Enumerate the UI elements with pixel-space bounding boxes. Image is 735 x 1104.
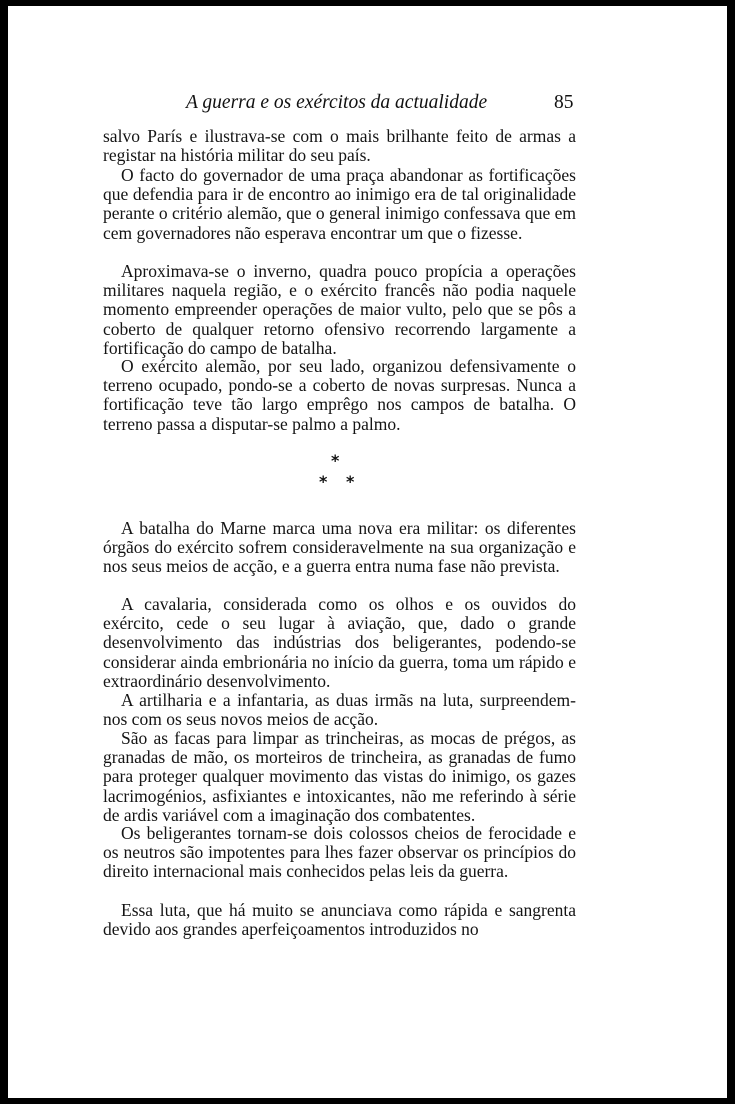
paragraph: O facto do governador de uma praça abandonar as fortificações que defendia para ir de encontro ao inimigo era de tal originalidade perante o critério alemão, que o general inimigo confessava que em cem governadores não esperava encontrar um que o fizesse. — [103, 165, 576, 243]
page-header — [8, 92, 727, 118]
book-page — [8, 6, 727, 1098]
paragraph: O exército alemão, por seu lado, organizou defensivamente o terreno ocupado, pondo-se a coberto de novas surpresas. Nunca a fortificação teve tão largo emprêgo nos campos de batalha. O terreno passa a disputar-se palmo a palmo. — [103, 356, 576, 434]
asterism-star: * — [331, 451, 340, 470]
paragraph: Aproximava-se o inverno, quadra pouco propícia a operações militares naquela região, e o exército francês não podia naquele momento empreender operações de maior vulto, pelo que se pôs a coberto de qualquer retorno ofensivo recorrendo largamente a fortificação do campo de batalha. — [103, 261, 576, 358]
asterism-star: * — [319, 472, 328, 491]
paragraph: Os beligerantes tornam-se dois colossos cheios de ferocidade e os neutros são impotentes para lhes fazer observar os princípios do direito internacional mais conhecidos pelas leis da guerra. — [103, 823, 576, 882]
paragraph-continuation: salvo París e ilustrava-se com o mais brilhante feito de armas a registar na história militar do seu país. — [103, 126, 576, 166]
page-number: 85 — [554, 92, 574, 113]
paragraph: A artilharia e a infantaria, as duas irmãs na luta, surpreendem-nos com os seus novos meios de acção. — [103, 690, 576, 730]
running-title: A guerra e os exércitos da actualidade — [186, 92, 488, 113]
paragraph: A cavalaria, considerada como os olhos e os ouvidos do exército, cede o seu lugar à aviação, que, dado o grande desenvolvimento das indústrias dos beligerantes, podendo-se considerar ainda embrionária no início da guerra, toma um rápido e extraordinário desenvolvimento. — [103, 594, 576, 691]
asterism-star: * — [346, 472, 355, 491]
paragraph: A batalha do Marne marca uma nova era militar: os diferentes órgãos do exército sofrem consideravelmente na sua organização e nos seus meios de acção, e a guerra entra numa fase não prevista. — [103, 518, 576, 577]
section-break-asterism — [308, 453, 368, 503]
paragraph: São as facas para limpar as trincheiras, as mocas de prégos, as granadas de mão, os morteiros de trincheira, as granadas de fumo para proteger qualquer movimento das vistas do inimigo, os gazes lacrimogénios, asfixiantes e intoxicantes, não me referindo à série de ardis variável com a imaginação dos combatentes. — [103, 728, 576, 825]
paragraph: Essa luta, que há muito se anunciava como rápida e sangrenta devido aos grandes aperfeiçoamentos introduzidos no — [103, 900, 576, 940]
